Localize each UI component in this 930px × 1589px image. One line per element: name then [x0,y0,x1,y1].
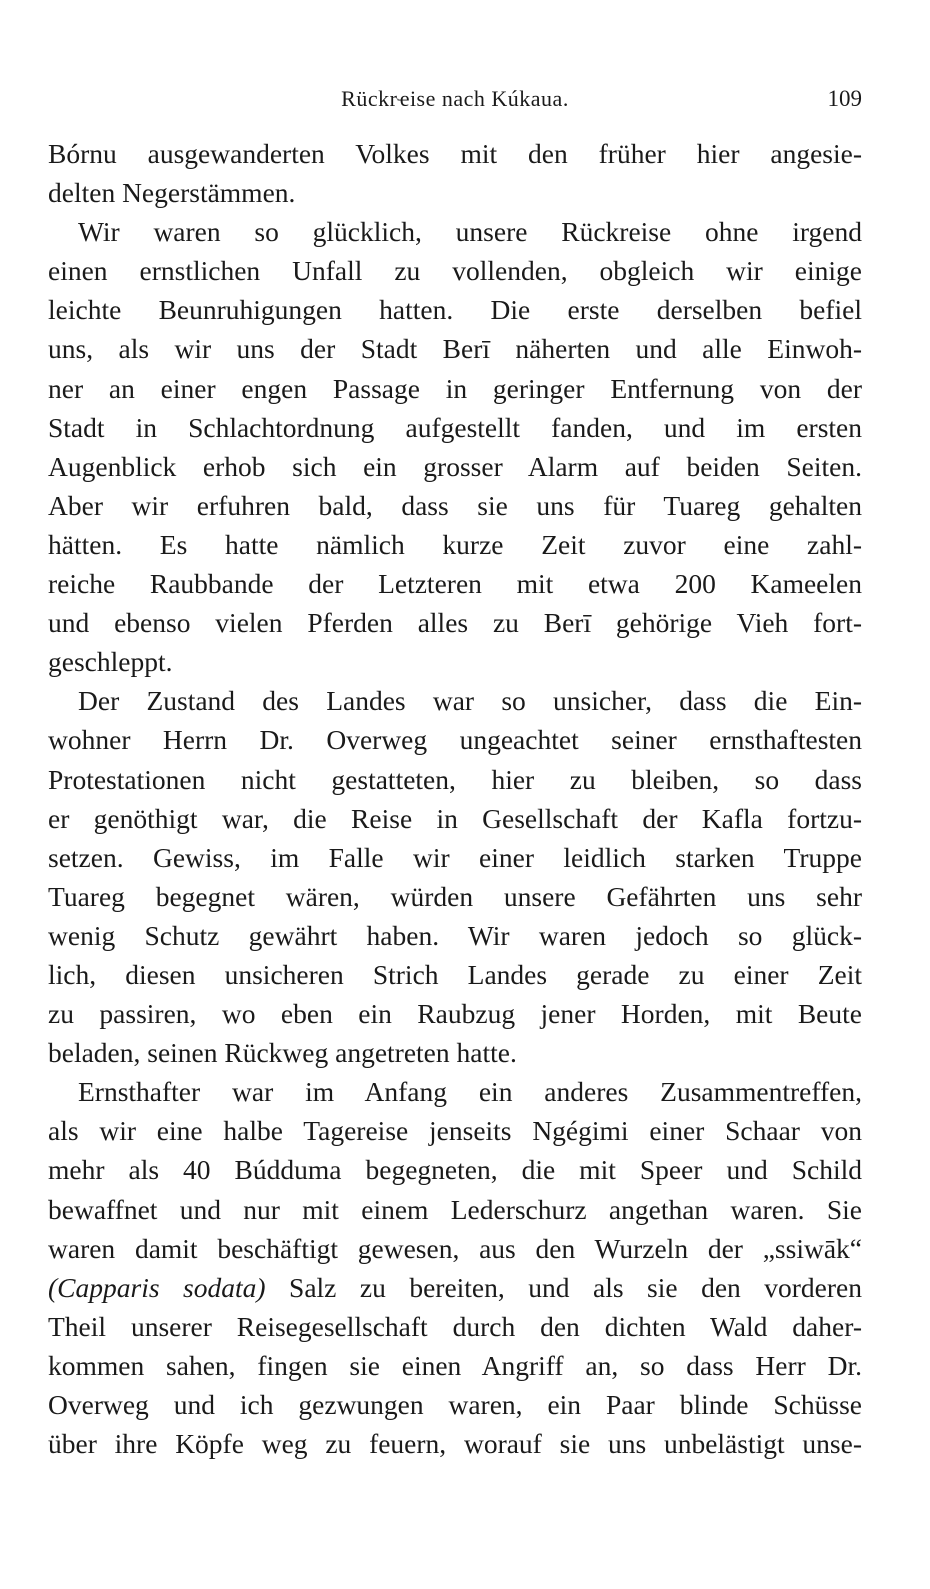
text-line: (Capparis sodata) Salz zu bereiten, und als sie den vorderen [48,1271,862,1303]
running-head [48,86,862,120]
text-line: leichte Beunruhigungen hatten. Die erste derselben befiel [48,294,862,326]
text-line: als wir eine halbe Tagereise jenseits Ngégimi einer Schaar von [48,1115,862,1147]
text-line: waren damit beschäftigt gewesen, aus den Wurzeln der „ssiwāk“ [48,1232,862,1264]
text-line: er genöthigt war, die Reise in Gesellschaft der Kafla fortzu- [48,802,862,834]
text-line: lich, diesen unsicheren Strich Landes gerade zu einer Zeit [48,958,862,990]
text-line: Der Zustand des Landes war so unsicher, dass die Ein- [78,685,862,717]
text-line: wohner Herrn Dr. Overweg ungeachtet seiner ernsthaftesten [48,724,862,756]
text-line: delten Negerstämmen. [48,177,296,209]
text-line: mehr als 40 Búdduma begegneten, die mit Speer und Schild [48,1154,862,1186]
text-line: und ebenso vielen Pferden alles zu Berī gehörige Vieh fort- [48,607,862,639]
text-line: Stadt in Schlachtordnung aufgestellt fanden, und im ersten [48,411,862,443]
text-line: Ernsthafter war im Anfang ein anderes Zusammentreffen, [78,1076,862,1108]
text-line: Augenblick erhob sich ein grosser Alarm auf beiden Seiten. [48,450,862,482]
text-line: zu passiren, wo eben ein Raubzug jener Horden, mit Beute [48,998,862,1030]
text-line: ner an einer engen Passage in geringer Entfernung von der [48,372,862,404]
text-line: Aber wir erfuhren bald, dass sie uns für Tuareg gehalten [48,489,862,521]
text-line: Wir waren so glücklich, unsere Rückreise ohne irgend [78,216,862,248]
italic-species-name: (Capparis sodata) [48,1271,266,1303]
text-line: geschleppt. [48,646,173,678]
text-line: reiche Raubbande der Letzteren mit etwa 200 Kameelen [48,568,862,600]
text-line: über ihre Köpfe weg zu feuern, worauf sie uns unbelästigt unse- [48,1428,862,1460]
text-line: Bórnu ausgewanderten Volkes mit den früher hier angesie- [48,138,862,169]
text-line: hätten. Es hatte nämlich kurze Zeit zuvor eine zahl- [48,528,862,560]
text-line: Theil unserer Reisegesellschaft durch den dichten Wald daher- [48,1310,862,1342]
text-line: einen ernstlichen Unfall zu vollenden, obgleich wir einige [48,255,862,287]
running-title: Rückrҽise nach Kúkaua. [341,86,569,111]
page-number: 109 [827,86,862,111]
text-line: Tuareg begegnet wären, würden unsere Gefährten uns sehr [48,880,862,912]
text-line: beladen, seinen Rückweg angetreten hatte. [48,1037,517,1069]
text-line: Protestationen nicht gestatteten, hier zu bleiben, so dass [48,763,862,795]
text-line: bewaffnet und nur mit einem Lederschurz angethan waren. Sie [48,1193,862,1225]
text-line: Overweg und ich gezwungen waren, ein Paar blinde Schüsse [48,1389,862,1420]
body-text [48,134,862,1463]
text-line: uns, als wir uns der Stadt Berī näherten und alle Einwoh- [48,333,862,365]
text-line: wenig Schutz gewährt haben. Wir waren jedoch so glück- [48,919,862,951]
text-line: kommen sahen, fingen sie einen Angriff an, so dass Herr Dr. [48,1349,862,1381]
text-line: setzen. Gewiss, im Falle wir einer leidlich starken Truppe [48,841,862,873]
